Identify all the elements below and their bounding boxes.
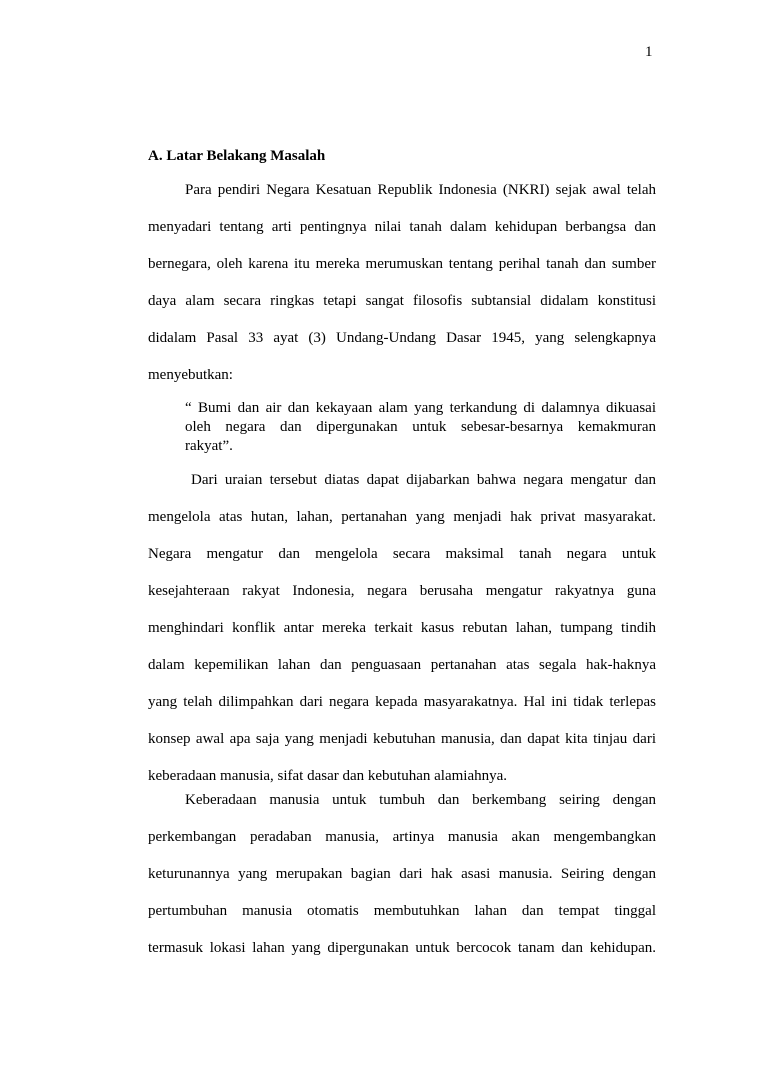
paragraph-line: perkembangan peradaban manusia, artinya manusia akan mengembangkan [148,829,656,845]
quote-line: “ Bumi dan air dan kekayaan alam yang terkandung di dalamnya dikuasai [185,400,656,416]
paragraph-3 [148,790,656,975]
paragraph-2 [148,470,656,803]
paragraph-line: keberadaan manusia, sifat dasar dan kebutuhan alamiahnya. [148,768,508,784]
block-quote [185,399,656,456]
paragraph-line: didalam Pasal 33 ayat (3) Undang-Undang Dasar 1945, yang selengkapnya [148,330,656,346]
paragraph-line: mengelola atas hutan, lahan, pertanahan yang menjadi hak privat masyarakat. [148,509,656,525]
paragraph-line: menyadari tentang arti pentingnya nilai tanah dalam kehidupan berbangsa dan [148,219,656,235]
quote-line: oleh negara dan dipergunakan untuk sebesar-besarnya kemakmuran [185,419,656,435]
paragraph-line: daya alam secara ringkas tetapi sangat filosofis subtansial didalam konstitusi [148,293,656,309]
paragraph-line: termasuk lokasi lahan yang dipergunakan untuk bercocok tanam dan kehidupan. [148,940,656,956]
quote-line: rakyat”. [185,438,233,454]
paragraph-line: pertumbuhan manusia otomatis membutuhkan lahan dan tempat tinggal [148,903,656,919]
paragraph-line: kesejahteraan rakyat Indonesia, negara berusaha mengatur rakyatnya guna [148,583,656,599]
paragraph-line: menyebutkan: [148,367,233,383]
paragraph-1 [148,180,656,402]
paragraph-line: yang telah dilimpahkan dari negara kepada masyarakatnya. Hal ini tidak terlepas [148,694,656,710]
paragraph-line: keturunannya yang merupakan bagian dari hak asasi manusia. Seiring dengan [148,866,656,882]
paragraph-line: menghindari konflik antar mereka terkait kasus rebutan lahan, tumpang tindih [148,620,656,636]
paragraph-line: Para pendiri Negara Kesatuan Republik Indonesia (NKRI) sejak awal telah [185,182,656,198]
page-number: 1 [645,44,653,60]
paragraph-line: bernegara, oleh karena itu mereka merumuskan tentang perihal tanah dan sumber [148,256,656,272]
section-heading: A. Latar Belakang Masalah [148,148,326,164]
paragraph-line: Keberadaan manusia untuk tumbuh dan berkembang seiring dengan [185,792,656,808]
paragraph-line: Dari uraian tersebut diatas dapat dijabarkan bahwa negara mengatur dan [191,472,656,488]
paragraph-line: Negara mengatur dan mengelola secara maksimal tanah negara untuk [148,546,656,562]
paragraph-line: konsep awal apa saja yang menjadi kebutuhan manusia, dan dapat kita tinjau dari [148,731,656,747]
paragraph-line: dalam kepemilikan lahan dan penguasaan pertanahan atas segala hak-haknya [148,657,656,673]
